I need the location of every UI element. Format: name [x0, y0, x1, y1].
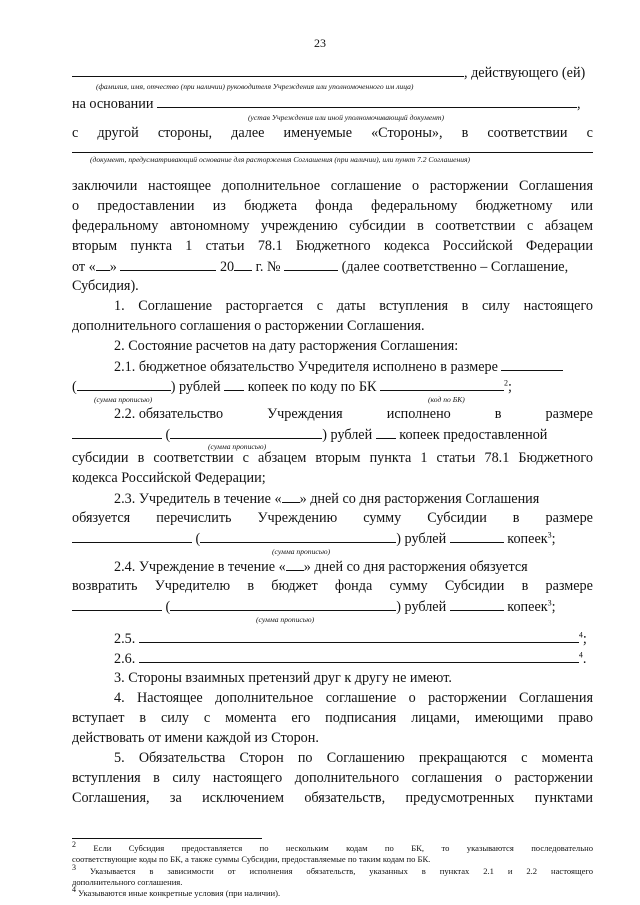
p4-line-3: действовать от имени каждой из Сторон. — [72, 730, 319, 746]
word: Учреждения — [267, 406, 343, 422]
text: 2.4. Учреждение в течение « — [114, 559, 286, 575]
text: ( — [195, 531, 201, 547]
p4-line-1: 4. Настоящее дополнительное соглашение о расторжении Соглашения — [114, 690, 593, 706]
footnote-separator — [72, 838, 262, 839]
p22-line-4: кодекса Российской Федерации; — [72, 470, 266, 486]
text: от « — [72, 259, 96, 275]
footnote-2-line-1 — [72, 840, 594, 854]
word: соответствии — [487, 125, 568, 141]
p23-line-2 — [72, 510, 593, 526]
p21-kbk-caption: (код по БК) — [428, 395, 465, 404]
word: обязуется — [72, 510, 131, 526]
p26-blank[interactable] — [139, 650, 579, 663]
p24-line-2 — [72, 578, 593, 594]
word: сумму — [389, 578, 428, 594]
p22-words-blank[interactable] — [170, 426, 322, 439]
basis-blank[interactable] — [157, 95, 577, 108]
intro-line-3: федеральному автономному учреждению субсидии в соответствии с абзацем — [72, 218, 593, 234]
p25-line — [114, 630, 593, 647]
p22-line-2 — [72, 426, 593, 443]
p21-amount-blank[interactable] — [501, 358, 563, 371]
word: другой — [97, 125, 139, 141]
word: сумму — [363, 510, 402, 526]
word: фонда — [334, 578, 373, 594]
word: Субсидии — [427, 510, 487, 526]
p4-line-2: вступает в силу с момента его подписания лицами, имеющими право — [72, 710, 593, 726]
p21-sum-caption: (сумма прописью) — [94, 395, 153, 404]
day-blank[interactable] — [96, 258, 110, 271]
text: . — [582, 651, 587, 667]
p3-line: 3. Стороны взаимных претензий друг к другу не имеют. — [114, 670, 452, 686]
other-side-line — [72, 125, 593, 141]
footnote-ref[interactable]: 4 — [578, 630, 583, 640]
number-blank[interactable] — [284, 258, 338, 271]
text: 2.1. бюджетное обязательство Учредителя исполнено в размере — [114, 359, 498, 375]
footnote-mark: 3 — [72, 863, 76, 873]
p24-amount-blank[interactable] — [72, 598, 162, 611]
acting-text: , действующего (ей) — [464, 65, 586, 81]
word: в — [521, 578, 529, 594]
text: копеек по коду по БК — [247, 379, 377, 395]
p22-sum-caption: (сумма прописью) — [208, 442, 267, 451]
word: «Стороны», — [371, 125, 443, 141]
text: ; — [551, 531, 556, 547]
p23-words-blank[interactable] — [200, 530, 396, 543]
word: с — [586, 125, 593, 141]
footnote-mark: 2 — [72, 840, 76, 850]
word: 2.2. обязательство — [114, 406, 224, 422]
word: Учреждению — [257, 510, 338, 526]
p21-kopecks-blank[interactable] — [224, 378, 244, 391]
document-blank-line[interactable] — [72, 152, 593, 153]
word: исполнено — [386, 406, 451, 422]
text: (далее соответственно – Соглашение, — [341, 259, 569, 275]
word: с — [72, 125, 79, 141]
word: Учредителю — [154, 578, 231, 594]
text: ) рублей — [396, 599, 447, 615]
word: в — [512, 510, 520, 526]
p23-amount-blank[interactable] — [72, 530, 192, 543]
p23-kopecks-blank[interactable] — [450, 530, 504, 543]
p21-line-2 — [72, 378, 593, 395]
text: » дней со дня расторжения Соглашения — [299, 491, 540, 507]
word: размере — [545, 578, 593, 594]
word: размере — [545, 406, 593, 422]
p23-sum-caption: (сумма прописью) — [272, 547, 331, 556]
word: стороны, — [157, 125, 213, 141]
p1-line-2: дополнительного соглашения о расторжении Соглашения. — [72, 318, 425, 334]
text: копеек — [507, 531, 548, 547]
p5-line-3: Соглашения, за исключением обязательств, предусмотренных пунктами — [72, 790, 593, 806]
intro-line-5 — [72, 258, 593, 275]
p5-line-1: 5. Обязательства Сторон по Соглашению прекращаются с момента — [114, 750, 593, 766]
fio-blank[interactable] — [72, 64, 464, 77]
footnote-4-line-1 — [72, 885, 593, 899]
p23-days-blank[interactable] — [282, 490, 300, 503]
word: в — [247, 578, 255, 594]
p22-amount-blank[interactable] — [72, 426, 162, 439]
p23-line-1 — [114, 490, 593, 507]
text: ( — [72, 379, 77, 395]
word: Субсидии — [444, 578, 505, 594]
text: Указываются иные конкретные условия (при наличии). — [78, 888, 281, 898]
footnote-ref[interactable]: 3 — [547, 530, 552, 540]
word: возвратить — [72, 578, 138, 594]
p22-line-3: субсидии в соответствии с абзацем вторым пункта 1 статьи 78.1 Бюджетного — [72, 450, 593, 466]
page-number: 23 — [314, 36, 326, 50]
p2-line: 2. Состояние расчетов на дату расторжения Соглашения: — [114, 338, 459, 354]
footnote-2-line-2: соответствующие коды по БК, а также суммы Субсидии, предоставляемые по таким кодам по БК. — [72, 854, 431, 864]
text: 2.3. Учредитель в течение « — [114, 491, 282, 507]
text: Если Субсидия предоставляется по нескольким кодам по БК, то указываются последовательно — [93, 843, 594, 853]
p25-blank[interactable] — [139, 630, 579, 643]
p21-line-1 — [114, 358, 593, 375]
text: 20 — [219, 259, 235, 275]
p24-kopecks-blank[interactable] — [450, 598, 504, 611]
p24-line-1 — [114, 558, 593, 575]
word: в — [494, 406, 502, 422]
word: далее — [231, 125, 265, 141]
text: » дней со дня расторжения обязуется — [303, 559, 528, 575]
p21-words-blank[interactable] — [77, 378, 171, 391]
p21-kbk-blank[interactable] — [380, 378, 504, 391]
p26-line — [114, 650, 593, 667]
p1-line-1: 1. Соглашение расторгается с даты вступления в силу настоящего — [114, 298, 593, 314]
word: именуемые — [283, 125, 353, 141]
p22-line-1 — [114, 406, 593, 422]
intro-line-2: о предоставлении из бюджета фонда федеральному бюджетному или — [72, 198, 593, 214]
intro-line-4: вторым пункта 1 статьи 78.1 Бюджетного кодекса Российской Федерации — [72, 238, 593, 254]
footnote-3-line-1 — [72, 863, 593, 877]
footnote-3-line-2: дополнительного соглашения. — [72, 877, 183, 887]
text: ; — [582, 631, 587, 647]
comma: , — [577, 96, 581, 112]
text: ) рублей — [322, 427, 373, 443]
p24-words-blank[interactable] — [170, 598, 396, 611]
p5-line-2: вступления в силу настоящего дополнительного соглашения о расторжении — [72, 770, 593, 786]
text: Указывается в зависимости от исполнения обязательств, указанных в пунктах 2.1 и 2.2 настоящего — [89, 866, 593, 876]
footnote-mark: 4 — [72, 885, 76, 895]
intro-line-1: заключили настоящее дополнительное соглашение о расторжении Соглашения — [72, 178, 593, 194]
p24-sum-caption: (сумма прописью) — [256, 615, 315, 624]
word: перечислить — [156, 510, 232, 526]
text: копеек предоставленной — [399, 427, 548, 443]
footnote-ref[interactable]: 4 — [578, 650, 583, 660]
text: ( — [165, 427, 171, 443]
text: ; — [551, 599, 556, 615]
on-basis-line — [72, 95, 593, 112]
text: г. № — [255, 259, 281, 275]
p23-line-3 — [72, 530, 593, 547]
text: 2.6. — [114, 651, 136, 667]
ustav-caption: (устав Учреждения или иной уполномочивающий документ) — [248, 113, 444, 122]
text: ; — [507, 379, 512, 395]
header-acting-line — [72, 64, 593, 81]
intro-line-6: Субсидия). — [72, 278, 139, 294]
word: размере — [545, 510, 593, 526]
on-basis-text: на основании — [72, 96, 154, 112]
p22-kopecks-blank[interactable] — [376, 426, 396, 439]
p24-line-3 — [72, 598, 593, 615]
footnote-ref[interactable]: 2 — [503, 378, 508, 388]
year-blank[interactable] — [234, 258, 252, 271]
text: ) рублей — [396, 531, 447, 547]
document-caption: (документ, предусматривающий основание для расторжения Соглашения (при наличии), или пункт 7.2 Соглашения) — [90, 155, 471, 164]
month-blank[interactable] — [120, 258, 216, 271]
p24-days-blank[interactable] — [286, 558, 304, 571]
text: копеек — [507, 599, 548, 615]
footnote-ref[interactable]: 3 — [547, 598, 552, 608]
text: » — [109, 259, 117, 275]
fio-caption: (фамилия, имя, отчество (при наличии) руководителя Учреждения или уполномоченного им лица) — [96, 82, 414, 91]
text: 2.5. — [114, 631, 136, 647]
word: в — [461, 125, 469, 141]
text: ( — [165, 599, 171, 615]
word: бюджет — [271, 578, 318, 594]
text: ) рублей — [170, 379, 221, 395]
